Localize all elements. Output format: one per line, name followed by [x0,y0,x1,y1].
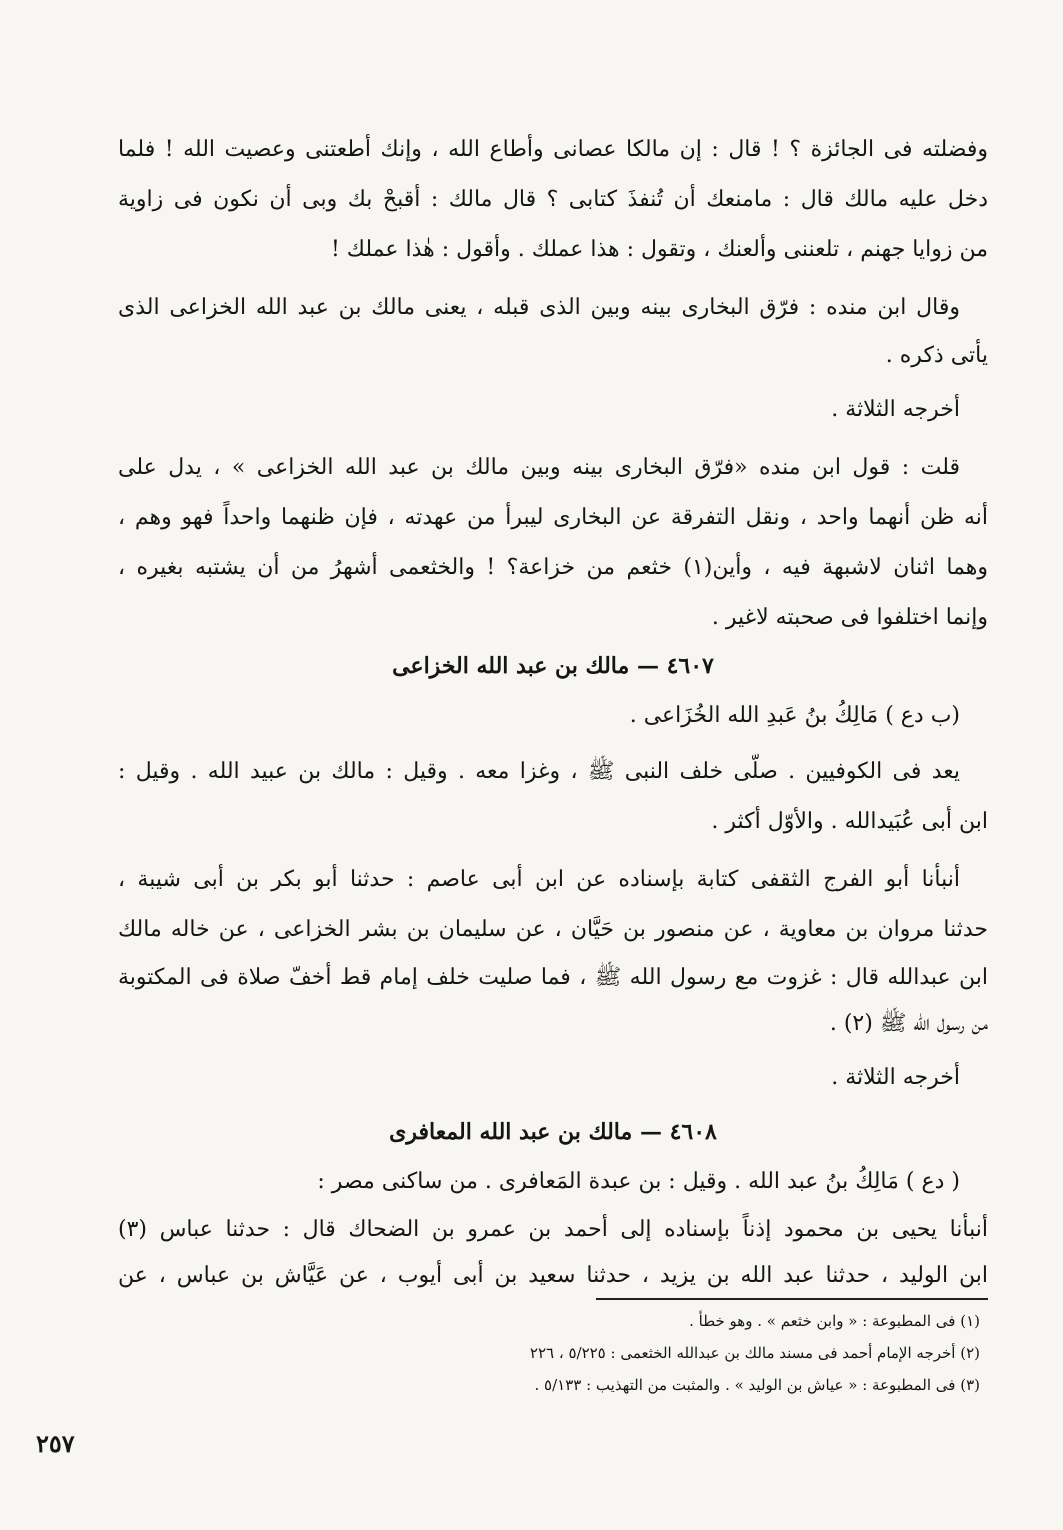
page-number: ٢٥٧ [36,1429,75,1458]
entry-name-line: ( دع ) مَالِكُ بنُ عبد الله . وقيل : بن عبدة المَعافرى . من ساكنى مصر : [317,1169,960,1194]
footnote: (٢) أخرجه الإمام أحمد فى مسند مالك بن عبدالله الخثعمى : ٥/٢٢٥ ، ٢٢٦ [529,1344,980,1362]
footnote-separator [596,1298,988,1300]
body-line: وهما اثنان لاشبهة فيه ، وأين(١) خثعم من خزاعة؟ ! والخثعمى أشهرُ من أن يشتبه بغيره ، [118,555,988,580]
body-line: من رسول الله ﷺ (٢) . [829,1011,988,1036]
body-line: أخرجه الثلاثة . [831,397,960,422]
body-line: يأتى ذكره . [885,343,988,368]
body-line: ابن عبدالله قال : غزوت مع رسول الله ﷺ ، فما صليت خلف إمام قط أخفّ صلاة فى المكتوبة [118,965,988,990]
body-line: أنبأنا أبو الفرج الثقفى كتابة بإسناده عن ابن أبى عاصم : حدثنا أبو بكر بن أبى شيبة ، [118,867,960,892]
body-line: حدثنا مروان بن معاوية ، عن منصور بن حَيَّان ، عن سليمان بن بشر الخزاعى ، عن خاله مالك [118,917,988,942]
body-line: ابن أبى عُبَيدالله . والأوّل أكثر . [711,809,988,834]
body-line: قلت : قول ابن منده «فرّق البخارى بينه وبين مالك بن عبد الله الخزاعى » ، يدل على [118,455,960,480]
body-line: ابن الوليد ، حدثنا عبد الله بن يزيد ، حدثنا سعيد بن أبى أيوب ، عن عَيَّاش بن عباس ، عن [118,1263,988,1288]
body-line: وإنما اختلفوا فى صحبته لاغير . [711,605,988,630]
footnote: (١) فى المطبوعة : « وابن خثعم » . وهو خطأ . [689,1312,980,1330]
footnote: (٣) فى المطبوعة : « عياش بن الوليد » . والمثبت من التهذيب : ٥/١٣٣ . [534,1376,980,1394]
body-line: يعد فى الكوفيين . صلّى خلف النبى ﷺ ، وغزا معه . وقيل : مالك بن عبيد الله . وقيل : [118,759,960,784]
body-line: أخرجه الثلاثة . [831,1065,960,1090]
body-line: دخل عليه مالك قال : مامنعك أن تُنفذَ كتابى ؟ قال مالك : أقبحْ بك وبى أن نكون فى زاوية [118,187,988,212]
body-line: وفضلته فى الجائزة ؟ ! قال : إن مالكا عصانى وأطاع الله ، وإنك أطعتنى وعصيت الله ! فلما [118,137,988,162]
entry-heading: ٤٦٠٧ — مالك بن عبد الله الخزاعى [392,653,714,679]
entry-name-line: (ب دع ) مَالِكُ بنُ عَبدِ الله الخُزَاعى . [629,703,960,728]
body-line: أنبأنا يحيى بن محمود إذناً بإسناده إلى أحمد بن عمرو بن الضحاك قال : حدثنا عباس (٣) [118,1217,988,1242]
entry-heading: ٤٦٠٨ — مالك بن عبد الله المعافرى [389,1119,717,1145]
body-line: أنه ظن أنهما واحد ، ونقل التفرقة عن البخارى ليبرأ من عهدته ، فإن ظنهما واحداً فهو وهم ، [118,505,988,530]
body-line: من زوايا جهنم ، تلعننى وألعنك ، وتقول : هذا عملك . وأقول : هٰذا عملك ! [330,237,988,262]
body-line: وقال ابن منده : فرّق البخارى بينه وبين الذى قبله ، يعنى مالك بن عبد الله الخزاعى الذى [118,295,960,320]
book-page [118,118,988,1498]
